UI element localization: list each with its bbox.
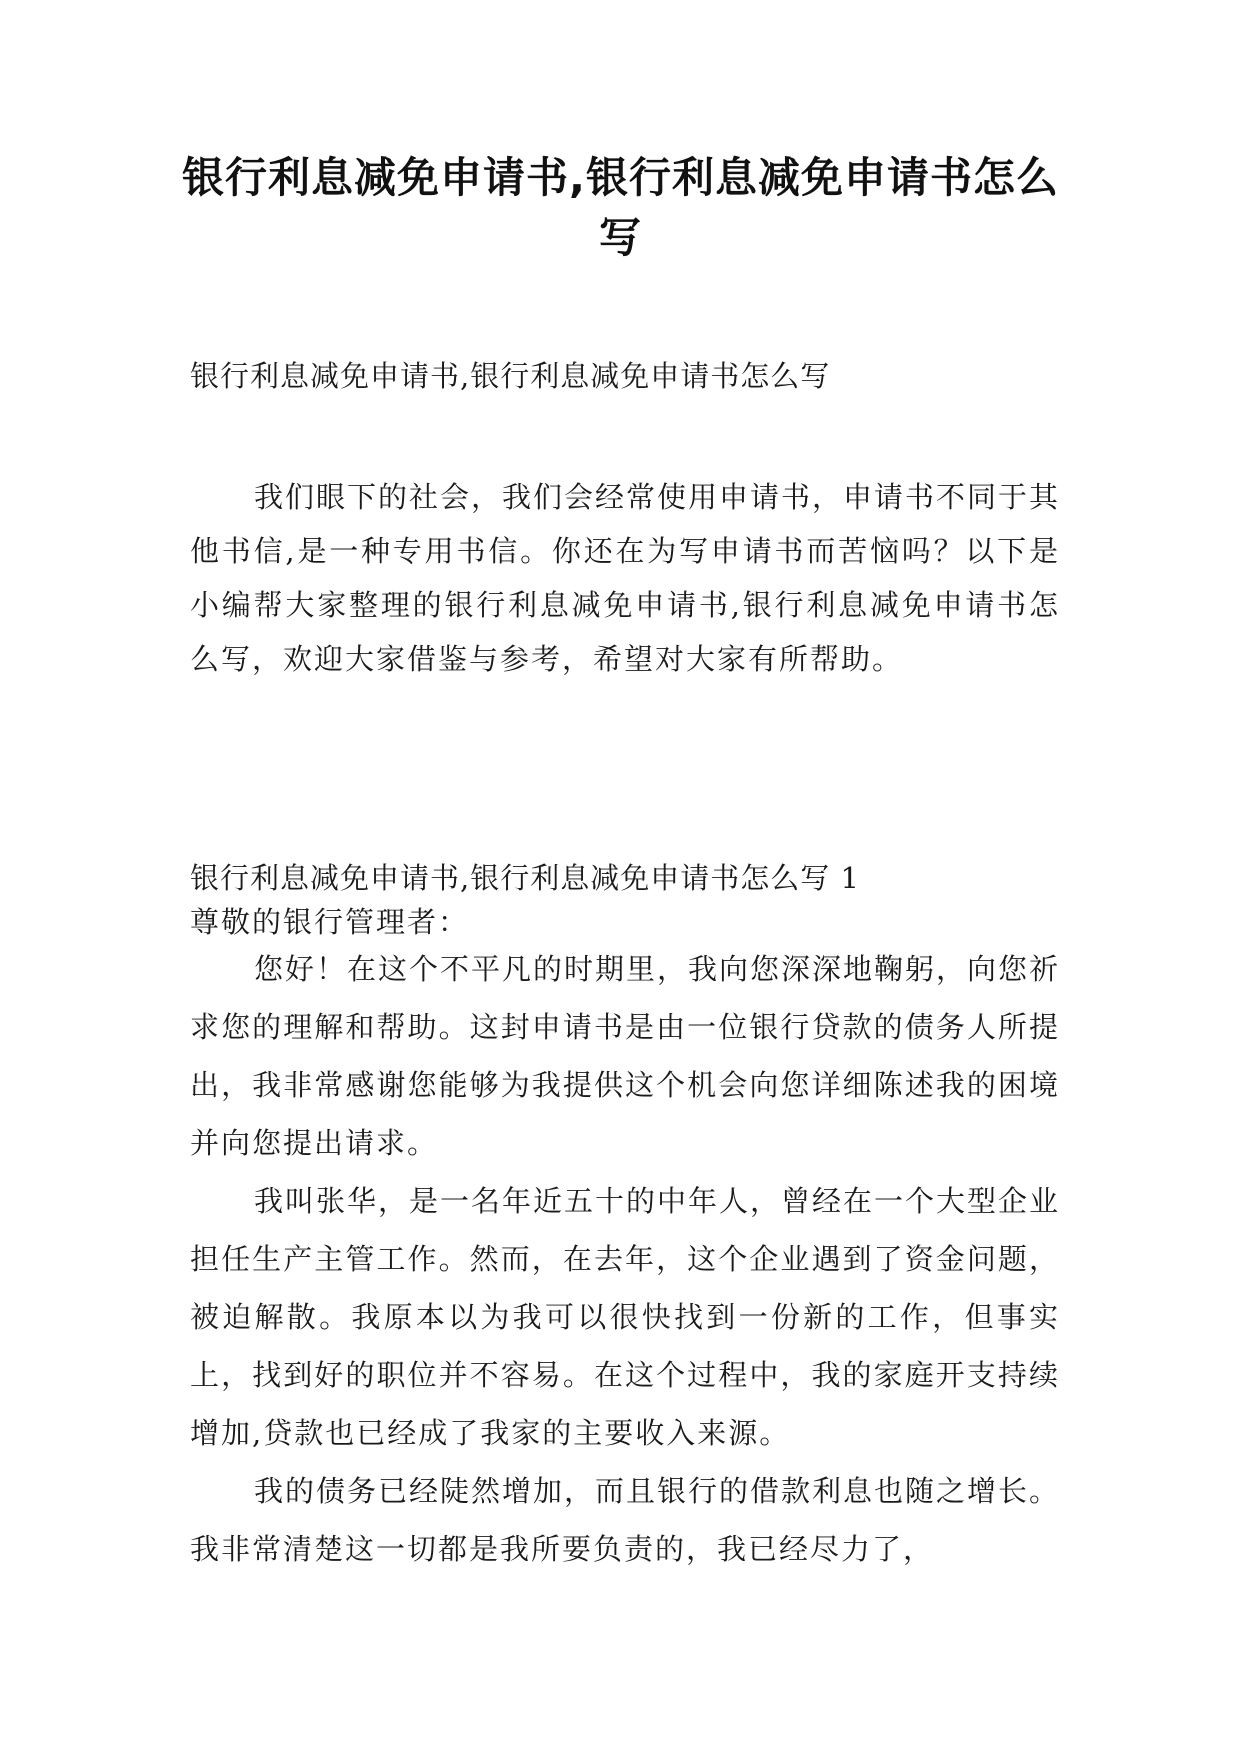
letter-salutation: 尊敬的银行管理者： <box>190 905 470 939</box>
document-title: 银行利息减免申请书,银行利息减免申请书怎么写 <box>182 153 1059 262</box>
intro-paragraph: 我们眼下的社会，我们会经常使用申请书，申请书不同于其他书信,是一种专用书信。你还在为写申请书而苦恼吗？以下是小编帮大家整理的银行利息减免申请书,银行利息减免申请书怎么写，欢迎大家借鉴与参考，希望对大家有所帮助。 <box>190 480 1061 676</box>
letter-body <box>190 940 1060 1578</box>
body-paragraph: 您好！在这个不平凡的时期里，我向您深深地鞠躬，向您祈求您的理解和帮助。这封申请书是由一位银行贷款的债务人所提出，我非常感谢您能够为我提供这个机会向您详细陈述我的困境并向您提出请求。 <box>190 952 1061 1160</box>
body-paragraph: 我的债务已经陡然增加，而且银行的借款利息也随之增长。我非常清楚这一切都是我所要负责的，我已经尽力了， <box>190 1474 1061 1566</box>
section-heading: 银行利息减免申请书,银行利息减免申请书怎么写 1 <box>190 861 860 895</box>
document-subtitle: 银行利息减免申请书,银行利息减免申请书怎么写 <box>190 359 831 393</box>
body-paragraph: 我叫张华，是一名年近五十的中年人，曾经在一个大型企业担任生产主管工作。然而，在去年，这个企业遇到了资金问题，被迫解散。我原本以为我可以很快找到一份新的工作，但事实上，找到好的职位并不容易。在这个过程中，我的家庭开支持续增加,贷款也已经成了我家的主要收入来源。 <box>190 1184 1061 1450</box>
